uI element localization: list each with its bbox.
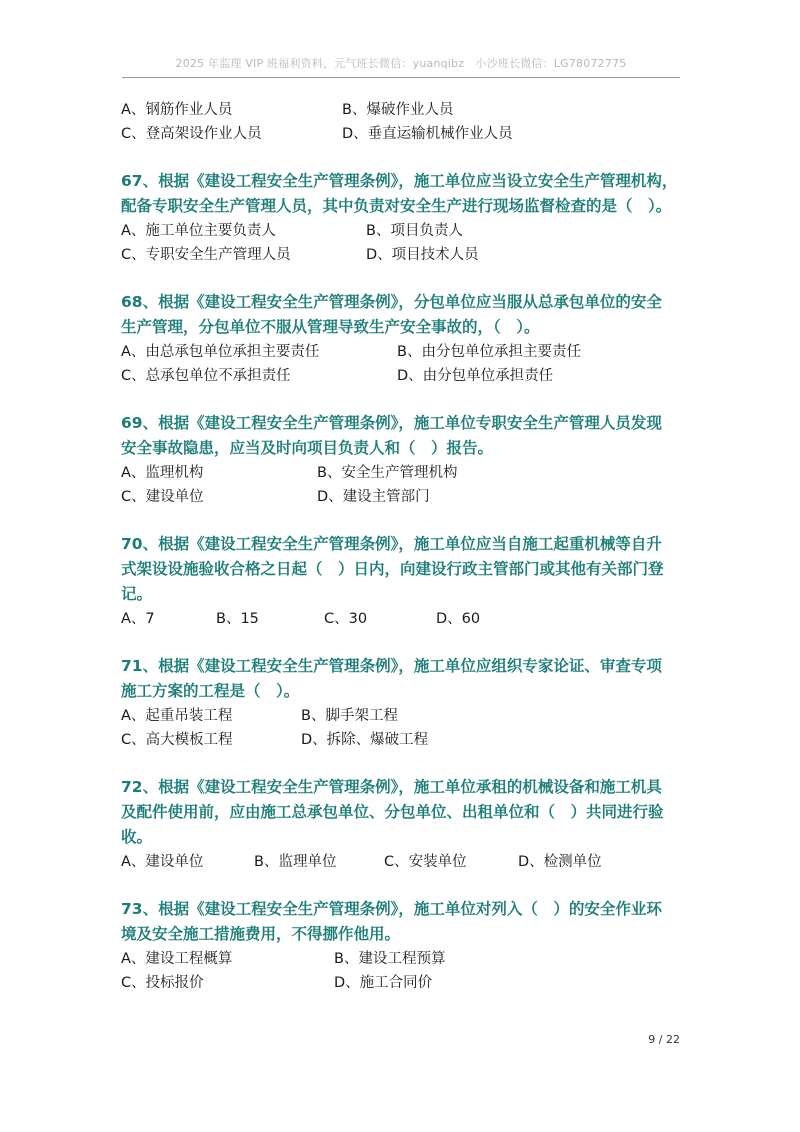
- option-c: C、高大模板工程: [121, 732, 233, 748]
- option-b: B、建设工程预算: [334, 951, 446, 967]
- option-b: B、由分包单位承担主要责任: [397, 344, 581, 360]
- question-list: [121, 98, 683, 995]
- question-title: 69、根据《建设工程安全生产管理条例》，施工单位专职安全生产管理人员发现 安全事故隐患，应当及时向项目负责人和（ ）报告。: [121, 414, 662, 457]
- option-d: D、拆除、爆破工程: [301, 732, 429, 748]
- option-a: A、起重吊装工程: [121, 708, 233, 724]
- question-67: [121, 169, 683, 267]
- question-68: [121, 290, 683, 388]
- prev-question-options: [121, 98, 683, 146]
- question-title: 73、根据《建设工程安全生产管理条例》，施工单位对列入（ ）的安全作业环 境及安全施工措施费用，不得挪作他用。: [121, 900, 662, 943]
- question-title: 68、根据《建设工程安全生产管理条例》，分包单位应当服从总承包单位的安全 生产管理，分包单位不服从管理导致生产安全事故的，（ ）。: [121, 293, 662, 336]
- option-d: D、60: [436, 611, 481, 627]
- page-number: 9 / 22: [648, 1033, 680, 1046]
- option-b: B、项目负责人: [366, 223, 463, 239]
- option-b: B、监理单位: [254, 854, 337, 870]
- page-header: 2025 年监理 VIP 班福利资料，元气班长微信：yuanqibz 小沙班长微信：LG78072775: [175, 57, 627, 70]
- option-a: A、钢筋作业人员: [121, 102, 233, 118]
- option-d: D、垂直运输机械作业人员: [342, 126, 513, 142]
- option-a: A、监理机构: [121, 465, 204, 481]
- option-d: D、建设主管部门: [317, 489, 430, 505]
- question-72: [121, 775, 683, 874]
- option-c: C、建设单位: [121, 489, 204, 505]
- option-d: D、项目技术人员: [366, 247, 479, 263]
- header-divider: [122, 77, 680, 78]
- question-70: [121, 532, 683, 631]
- question-title: 70、根据《建设工程安全生产管理条例》，施工单位应当自施工起重机械等自升 式架设设施验收合格之日起（ ）日内，向建设行政主管部门或其他有关部门登 记。: [121, 535, 664, 603]
- option-a: A、建设单位: [121, 854, 204, 870]
- option-b: B、15: [216, 611, 259, 627]
- option-a: A、7: [121, 611, 155, 627]
- option-d: D、由分包单位承担责任: [397, 368, 554, 384]
- option-c: C、30: [324, 611, 368, 627]
- question-title: 67、根据《建设工程安全生产管理条例》，施工单位应当设立安全生产管理机构， 配备专职安全生产管理人员，其中负责对安全生产进行现场监督检查的是（ ）。: [121, 172, 678, 215]
- option-b: B、脚手架工程: [301, 708, 398, 724]
- option-d: D、检测单位: [518, 854, 602, 870]
- option-c: C、登高架设作业人员: [121, 126, 262, 142]
- option-a: A、由总承包单位承担主要责任: [121, 344, 320, 360]
- question-title: 71、根据《建设工程安全生产管理条例》，施工单位应组织专家论证、审查专项 施工方案的工程是（ ）。: [121, 657, 662, 700]
- option-c: C、安装单位: [384, 854, 467, 870]
- option-d: D、施工合同价: [334, 975, 433, 991]
- option-a: A、施工单位主要负责人: [121, 223, 276, 239]
- option-a: A、建设工程概算: [121, 951, 233, 967]
- option-b: B、安全生产管理机构: [317, 465, 458, 481]
- option-c: C、总承包单位不承担责任: [121, 368, 291, 384]
- option-c: C、投标报价: [121, 975, 204, 991]
- question-title: 72、根据《建设工程安全生产管理条例》，施工单位承租的机械设备和施工机具 及配件使用前，应由施工总承包单位、分包单位、出租单位和（ ）共同进行验 收。: [121, 778, 664, 846]
- option-b: B、爆破作业人员: [342, 102, 454, 118]
- question-69: [121, 411, 683, 509]
- question-71: [121, 654, 683, 752]
- question-73: [121, 897, 683, 995]
- option-c: C、专职安全生产管理人员: [121, 247, 291, 263]
